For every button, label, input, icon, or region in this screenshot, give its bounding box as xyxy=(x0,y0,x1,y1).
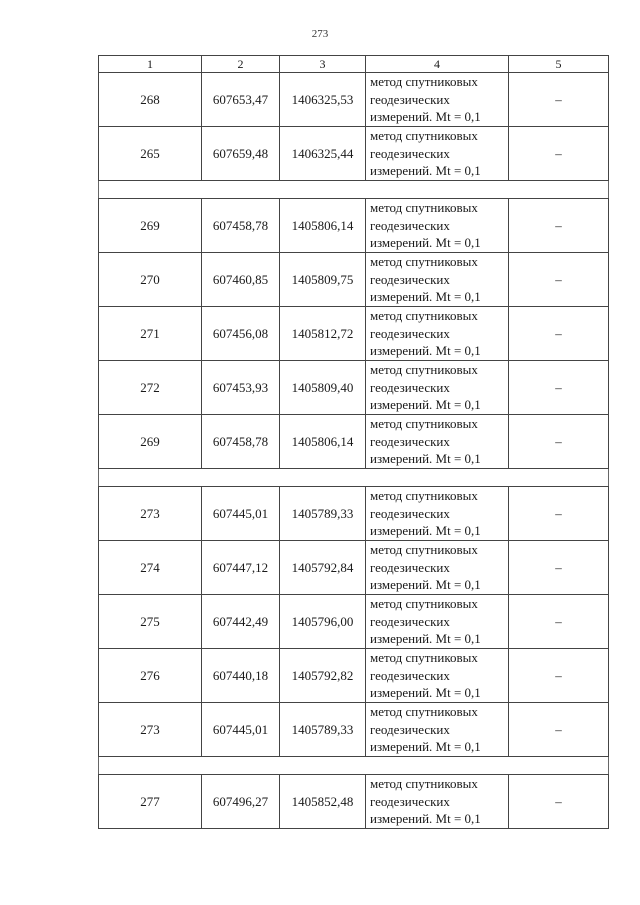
table-row xyxy=(99,595,609,649)
group-separator-cell xyxy=(99,181,609,199)
y-coordinate-cell: 1405809,75 xyxy=(280,253,366,307)
point-number-cell: 275 xyxy=(99,595,202,649)
y-coordinate-cell: 1405789,33 xyxy=(280,703,366,757)
group-separator-row xyxy=(99,181,609,199)
x-coordinate-cell: 607458,78 xyxy=(202,415,280,469)
point-number-cell: 270 xyxy=(99,253,202,307)
coordinates-table xyxy=(98,55,609,829)
method-cell: метод спутниковых геодезических измерений. Mt = 0,1 xyxy=(366,595,509,649)
x-coordinate-cell: 607445,01 xyxy=(202,487,280,541)
point-number-cell: 271 xyxy=(99,307,202,361)
note-cell: – xyxy=(509,361,609,415)
table-row xyxy=(99,415,609,469)
x-coordinate-cell: 607496,27 xyxy=(202,775,280,829)
point-number-cell: 269 xyxy=(99,415,202,469)
y-coordinate-cell: 1405809,40 xyxy=(280,361,366,415)
note-cell: – xyxy=(509,253,609,307)
group-separator-row xyxy=(99,469,609,487)
y-coordinate-cell: 1405792,84 xyxy=(280,541,366,595)
x-coordinate-cell: 607458,78 xyxy=(202,199,280,253)
method-cell: метод спутниковых геодезических измерений. Mt = 0,1 xyxy=(366,127,509,181)
group-separator-cell xyxy=(99,757,609,775)
note-cell: – xyxy=(509,127,609,181)
y-coordinate-cell: 1405806,14 xyxy=(280,199,366,253)
group-separator-cell xyxy=(99,469,609,487)
note-cell: – xyxy=(509,199,609,253)
point-number-cell: 273 xyxy=(99,703,202,757)
note-cell: – xyxy=(509,541,609,595)
table-header xyxy=(99,56,609,73)
point-number-cell: 276 xyxy=(99,649,202,703)
method-cell: метод спутниковых геодезических измерений. Mt = 0,1 xyxy=(366,361,509,415)
note-cell: – xyxy=(509,703,609,757)
point-number-cell: 269 xyxy=(99,199,202,253)
y-coordinate-cell: 1406325,53 xyxy=(280,73,366,127)
note-cell: – xyxy=(509,649,609,703)
x-coordinate-cell: 607653,47 xyxy=(202,73,280,127)
column-header-1: 1 xyxy=(99,56,202,73)
column-header-4: 4 xyxy=(366,56,509,73)
method-cell: метод спутниковых геодезических измерений. Mt = 0,1 xyxy=(366,541,509,595)
note-cell: – xyxy=(509,487,609,541)
column-header-3: 3 xyxy=(280,56,366,73)
method-cell: метод спутниковых геодезических измерений. Mt = 0,1 xyxy=(366,415,509,469)
table-row xyxy=(99,361,609,415)
x-coordinate-cell: 607659,48 xyxy=(202,127,280,181)
column-header-5: 5 xyxy=(509,56,609,73)
x-coordinate-cell: 607442,49 xyxy=(202,595,280,649)
method-cell: метод спутниковых геодезических измерений. Mt = 0,1 xyxy=(366,775,509,829)
note-cell: – xyxy=(509,307,609,361)
table-row xyxy=(99,487,609,541)
y-coordinate-cell: 1406325,44 xyxy=(280,127,366,181)
point-number-cell: 273 xyxy=(99,487,202,541)
table-row xyxy=(99,199,609,253)
method-cell: метод спутниковых геодезических измерений. Mt = 0,1 xyxy=(366,649,509,703)
method-cell: метод спутниковых геодезических измерений. Mt = 0,1 xyxy=(366,307,509,361)
y-coordinate-cell: 1405792,82 xyxy=(280,649,366,703)
y-coordinate-cell: 1405812,72 xyxy=(280,307,366,361)
column-header-2: 2 xyxy=(202,56,280,73)
x-coordinate-cell: 607460,85 xyxy=(202,253,280,307)
x-coordinate-cell: 607453,93 xyxy=(202,361,280,415)
table-row xyxy=(99,73,609,127)
method-cell: метод спутниковых геодезических измерений. Mt = 0,1 xyxy=(366,253,509,307)
y-coordinate-cell: 1405796,00 xyxy=(280,595,366,649)
table-row xyxy=(99,649,609,703)
table-row xyxy=(99,127,609,181)
method-cell: метод спутниковых геодезических измерений. Mt = 0,1 xyxy=(366,703,509,757)
x-coordinate-cell: 607456,08 xyxy=(202,307,280,361)
note-cell: – xyxy=(509,415,609,469)
page-number: 273 xyxy=(311,28,329,40)
method-cell: метод спутниковых геодезических измерений. Mt = 0,1 xyxy=(366,73,509,127)
y-coordinate-cell: 1405852,48 xyxy=(280,775,366,829)
header-row xyxy=(99,56,609,73)
point-number-cell: 265 xyxy=(99,127,202,181)
y-coordinate-cell: 1405789,33 xyxy=(280,487,366,541)
point-number-cell: 268 xyxy=(99,73,202,127)
point-number-cell: 277 xyxy=(99,775,202,829)
table-row xyxy=(99,541,609,595)
table-row xyxy=(99,307,609,361)
note-cell: – xyxy=(509,73,609,127)
method-cell: метод спутниковых геодезических измерений. Mt = 0,1 xyxy=(366,487,509,541)
note-cell: – xyxy=(509,595,609,649)
group-separator-row xyxy=(99,757,609,775)
table-row xyxy=(99,253,609,307)
point-number-cell: 274 xyxy=(99,541,202,595)
table-body xyxy=(99,73,609,829)
table-row xyxy=(99,775,609,829)
x-coordinate-cell: 607440,18 xyxy=(202,649,280,703)
y-coordinate-cell: 1405806,14 xyxy=(280,415,366,469)
x-coordinate-cell: 607447,12 xyxy=(202,541,280,595)
x-coordinate-cell: 607445,01 xyxy=(202,703,280,757)
point-number-cell: 272 xyxy=(99,361,202,415)
method-cell: метод спутниковых геодезических измерений. Mt = 0,1 xyxy=(366,199,509,253)
table-row xyxy=(99,703,609,757)
note-cell: – xyxy=(509,775,609,829)
